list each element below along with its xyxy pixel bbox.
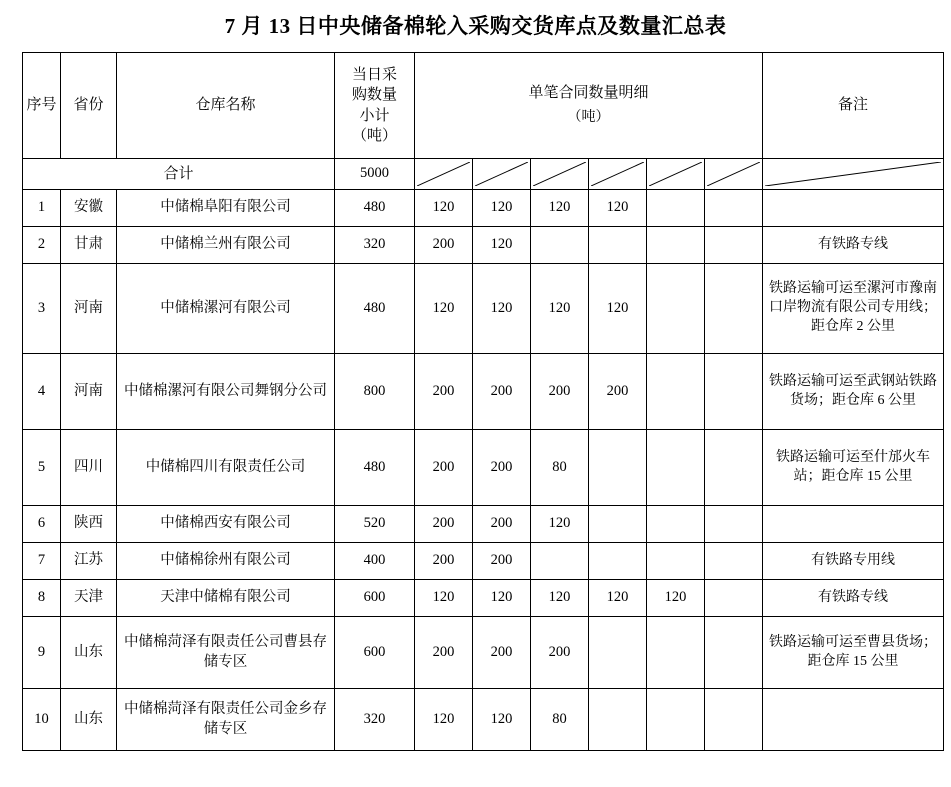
row-detail-2: 200 <box>473 354 531 430</box>
table-row <box>23 190 944 227</box>
delivery-summary-table <box>22 52 944 751</box>
table-row <box>23 580 944 617</box>
row-index: 4 <box>23 354 61 430</box>
header-index-line1: 序号 <box>26 97 57 114</box>
row-note: 铁路运输可运至武钢站铁路货场；距仓库 6 公里 <box>763 354 944 430</box>
row-detail-4: 200 <box>589 354 647 430</box>
row-detail-1: 200 <box>415 430 473 506</box>
row-detail-3: 200 <box>531 617 589 689</box>
row-detail-4: 120 <box>589 264 647 354</box>
row-index: 10 <box>23 689 61 751</box>
row-index: 1 <box>23 190 61 227</box>
summary-diagonal-6 <box>705 159 763 190</box>
header-subtotal <box>335 53 415 159</box>
row-detail-1: 200 <box>415 543 473 580</box>
row-detail-1: 120 <box>415 190 473 227</box>
row-detail-3 <box>531 227 589 264</box>
row-detail-5 <box>647 617 705 689</box>
header-subtotal-line1: 当日采 <box>351 67 397 83</box>
row-detail-6 <box>705 227 763 264</box>
header-detail-unit: （吨） <box>567 110 610 126</box>
row-note: 铁路运输可运至什邡火车站；距仓库 15 公里 <box>763 430 944 506</box>
row-index: 6 <box>23 506 61 543</box>
header-detail-label: 单笔合同数量明细 <box>528 84 649 101</box>
row-detail-1: 200 <box>415 227 473 264</box>
row-detail-3: 80 <box>531 689 589 751</box>
row-detail-4 <box>589 430 647 506</box>
row-detail-4 <box>589 689 647 751</box>
row-warehouse: 中储棉菏泽有限责任公司金乡存储专区 <box>117 689 335 751</box>
row-warehouse: 中储棉菏泽有限责任公司曹县存储专区 <box>117 617 335 689</box>
header-province: 省份 <box>61 53 117 159</box>
header-warehouse: 仓库名称 <box>117 53 335 159</box>
row-province: 四川 <box>61 430 117 506</box>
row-subtotal: 400 <box>335 543 415 580</box>
row-subtotal: 600 <box>335 617 415 689</box>
row-detail-5 <box>647 227 705 264</box>
row-province: 天津 <box>61 580 117 617</box>
summary-diagonal-1 <box>415 159 473 190</box>
row-note: 铁路运输可运至曹县货场；距仓库 15 公里 <box>763 617 944 689</box>
header-subtotal-line4: （吨） <box>351 127 397 144</box>
row-note <box>763 506 944 543</box>
row-index: 5 <box>23 430 61 506</box>
page-title: 7 月 13 日中央储备棉轮入采购交货库点及数量汇总表 <box>224 14 727 38</box>
row-detail-2: 200 <box>473 617 531 689</box>
summary-diagonal-4 <box>589 159 647 190</box>
table-row <box>23 354 944 430</box>
table-body <box>23 159 944 751</box>
row-warehouse: 中储棉四川有限责任公司 <box>117 430 335 506</box>
row-detail-5 <box>647 190 705 227</box>
row-detail-6 <box>705 264 763 354</box>
row-warehouse: 中储棉漯河有限公司 <box>117 264 335 354</box>
row-warehouse: 中储棉兰州有限公司 <box>117 227 335 264</box>
row-province: 河南 <box>61 264 117 354</box>
row-detail-1: 120 <box>415 264 473 354</box>
header-subtotal-line2: 购数量 <box>351 87 397 104</box>
row-detail-2: 120 <box>473 190 531 227</box>
row-note: 铁路运输可运至漯河市豫南口岸物流有限公司专用线；距仓库 2 公里 <box>763 264 944 354</box>
header-subtotal-line3: 小计 <box>359 107 390 124</box>
row-province: 河南 <box>61 354 117 430</box>
row-detail-1: 120 <box>415 689 473 751</box>
row-index: 2 <box>23 227 61 264</box>
row-subtotal: 480 <box>335 430 415 506</box>
summary-diagonal-5 <box>647 159 705 190</box>
summary-label: 合计 <box>23 159 335 190</box>
row-note <box>763 689 944 751</box>
row-province: 江苏 <box>61 543 117 580</box>
table-row <box>23 506 944 543</box>
row-detail-6 <box>705 506 763 543</box>
row-index: 3 <box>23 264 61 354</box>
row-detail-4 <box>589 617 647 689</box>
row-detail-3: 120 <box>531 506 589 543</box>
row-detail-4 <box>589 506 647 543</box>
row-detail-3: 200 <box>531 354 589 430</box>
row-province: 陕西 <box>61 506 117 543</box>
row-warehouse: 中储棉徐州有限公司 <box>117 543 335 580</box>
row-detail-3: 80 <box>531 430 589 506</box>
header-row <box>23 53 944 159</box>
header-note: 备注 <box>763 53 944 159</box>
row-detail-3 <box>531 543 589 580</box>
summary-diagonal-3 <box>531 159 589 190</box>
row-detail-3: 120 <box>531 580 589 617</box>
row-detail-5 <box>647 543 705 580</box>
summary-value: 5000 <box>335 159 415 190</box>
row-detail-6 <box>705 580 763 617</box>
row-index: 9 <box>23 617 61 689</box>
row-index: 8 <box>23 580 61 617</box>
row-index: 7 <box>23 543 61 580</box>
row-detail-5 <box>647 506 705 543</box>
table-row <box>23 689 944 751</box>
row-detail-1: 120 <box>415 580 473 617</box>
row-detail-3: 120 <box>531 190 589 227</box>
table-row <box>23 617 944 689</box>
row-detail-6 <box>705 689 763 751</box>
row-detail-4: 120 <box>589 190 647 227</box>
row-note: 有铁路专线 <box>763 580 944 617</box>
table-row <box>23 227 944 264</box>
row-subtotal: 320 <box>335 227 415 264</box>
row-note: 有铁路专用线 <box>763 543 944 580</box>
row-subtotal: 320 <box>335 689 415 751</box>
row-detail-2: 120 <box>473 580 531 617</box>
row-note <box>763 190 944 227</box>
summary-diagonal-2 <box>473 159 531 190</box>
row-subtotal: 520 <box>335 506 415 543</box>
row-subtotal: 480 <box>335 190 415 227</box>
row-province: 安徽 <box>61 190 117 227</box>
row-detail-5 <box>647 264 705 354</box>
row-province: 山东 <box>61 689 117 751</box>
row-warehouse: 中储棉西安有限公司 <box>117 506 335 543</box>
row-note: 有铁路专线 <box>763 227 944 264</box>
row-detail-2: 120 <box>473 264 531 354</box>
row-detail-4 <box>589 227 647 264</box>
row-detail-2: 200 <box>473 430 531 506</box>
row-province: 山东 <box>61 617 117 689</box>
row-detail-5 <box>647 354 705 430</box>
row-detail-2: 200 <box>473 506 531 543</box>
header-detail <box>415 53 763 159</box>
row-detail-4 <box>589 543 647 580</box>
row-detail-6 <box>705 617 763 689</box>
row-detail-1: 200 <box>415 354 473 430</box>
summary-diagonal-note <box>763 159 944 190</box>
header-index <box>23 53 61 159</box>
row-subtotal: 480 <box>335 264 415 354</box>
table-header <box>23 53 944 159</box>
table-row <box>23 430 944 506</box>
row-detail-2: 120 <box>473 227 531 264</box>
row-subtotal: 600 <box>335 580 415 617</box>
row-detail-2: 200 <box>473 543 531 580</box>
row-warehouse: 中储棉阜阳有限公司 <box>117 190 335 227</box>
row-detail-5 <box>647 689 705 751</box>
row-detail-6 <box>705 354 763 430</box>
row-detail-4: 120 <box>589 580 647 617</box>
row-detail-1: 200 <box>415 617 473 689</box>
row-province: 甘肃 <box>61 227 117 264</box>
table-row <box>23 543 944 580</box>
row-subtotal: 800 <box>335 354 415 430</box>
summary-row <box>23 159 944 190</box>
row-detail-5: 120 <box>647 580 705 617</box>
row-detail-6 <box>705 543 763 580</box>
row-detail-6 <box>705 190 763 227</box>
row-detail-1: 200 <box>415 506 473 543</box>
row-detail-5 <box>647 430 705 506</box>
row-detail-3: 120 <box>531 264 589 354</box>
row-detail-2: 120 <box>473 689 531 751</box>
row-detail-6 <box>705 430 763 506</box>
row-warehouse: 中储棉漯河有限公司舞钢分公司 <box>117 354 335 430</box>
table-row <box>23 264 944 354</box>
table-container <box>0 52 951 751</box>
row-warehouse: 天津中储棉有限公司 <box>117 580 335 617</box>
